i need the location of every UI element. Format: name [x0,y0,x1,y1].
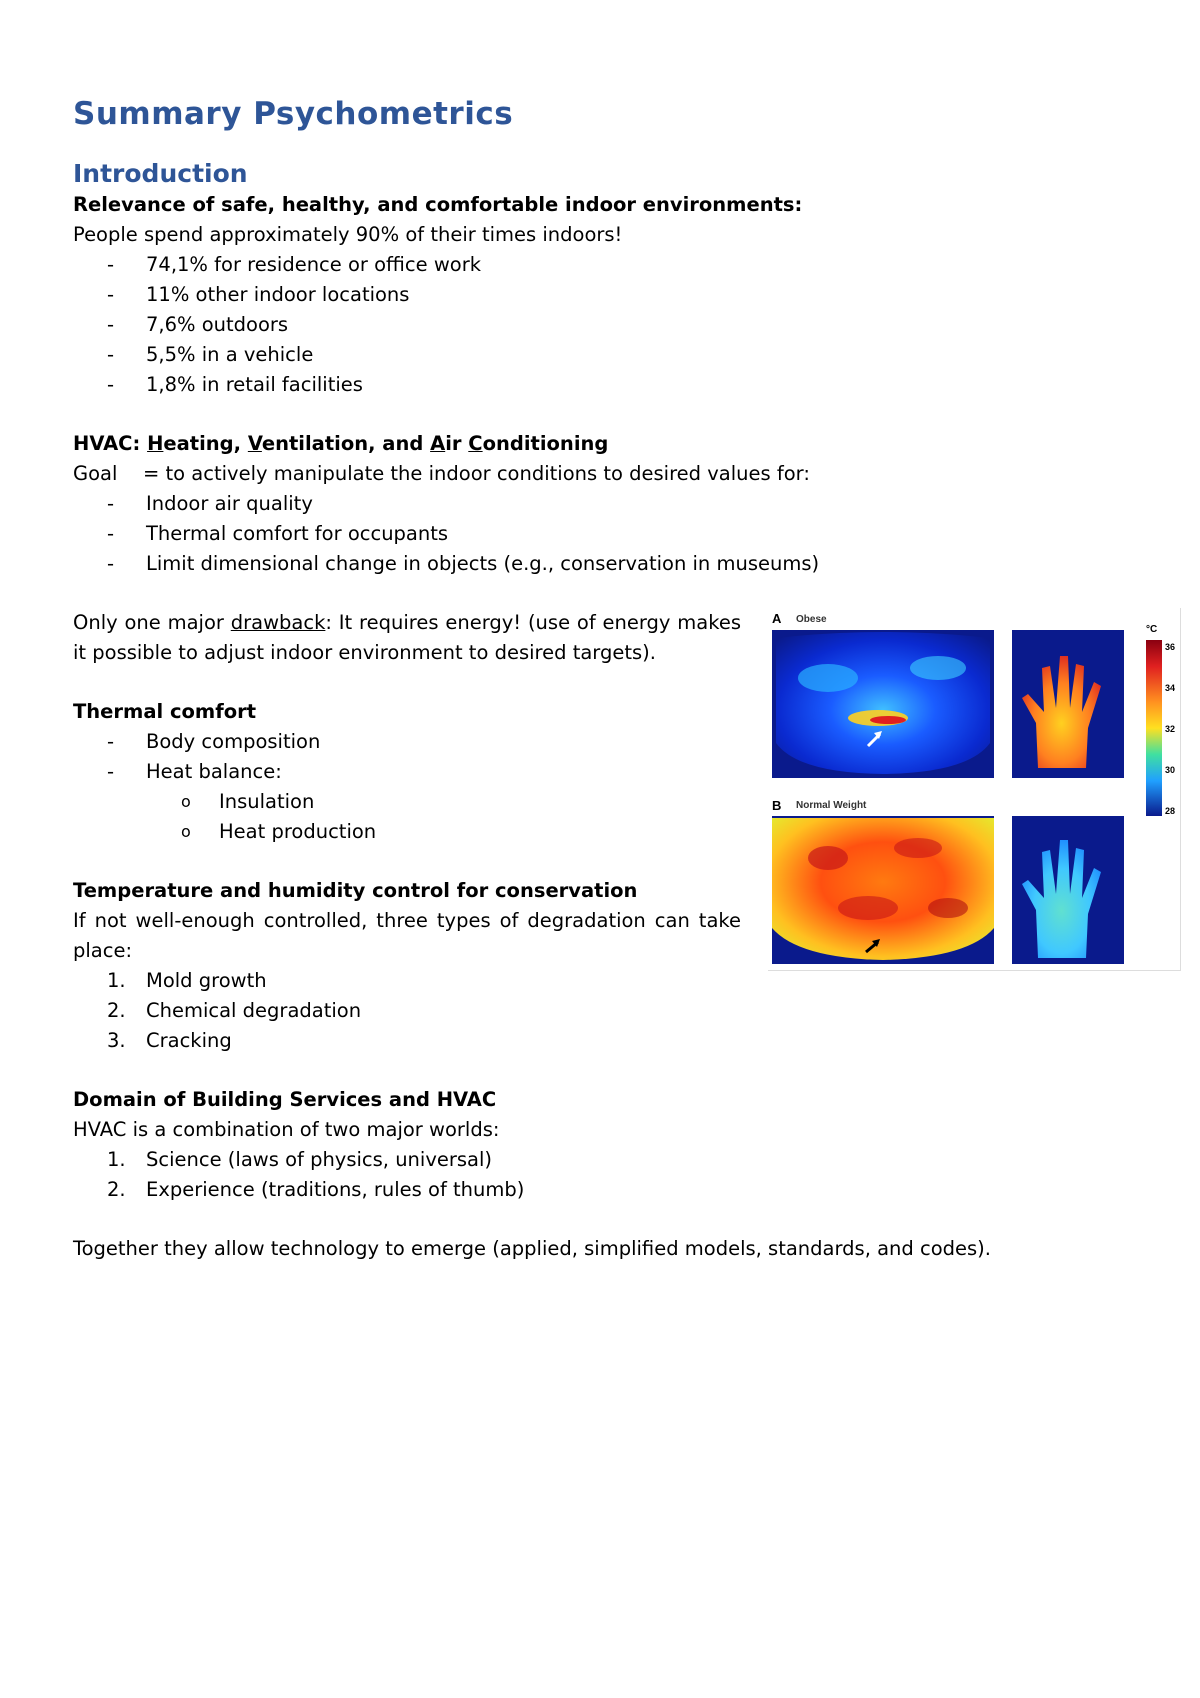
section-heading-introduction: Introduction [73,159,248,188]
conservation-heading: Temperature and humidity control for conservation [73,879,638,902]
domain-text: HVAC is a combination of two major worlds: [73,1118,500,1141]
list-item: - Limit dimensional change in objects (e.g., conservation in museums) [107,552,820,575]
list-item: o Heat production [181,820,377,843]
domain-heading: Domain of Building Services and HVAC [73,1088,497,1111]
panel-a-torso [776,632,990,774]
scale-tick-label: 30 [1165,765,1176,775]
list-item: 3. Cracking [107,1029,232,1052]
hvac-goal-list [73,489,1133,579]
list-item: - 1,8% in retail facilities [107,373,363,396]
relevance-heading: Relevance of safe, healthy, and comfortable indoor environments: [73,193,803,216]
panel-b-label: Normal Weight [796,800,867,811]
panel-b-letter: B [772,798,782,813]
list-item: 2. Experience (traditions, rules of thumb) [107,1178,525,1201]
conclusion-text: Together they allow technology to emerge (applied, simplified models, standards, and codes). [73,1237,991,1260]
scale-tick-label: 32 [1165,724,1176,734]
scale-unit-label: °C [1146,624,1158,635]
list-item: - Body composition [107,730,321,753]
list-item: - 11% other indoor locations [107,283,410,306]
list-item: - 74,1% for residence or office work [107,253,482,276]
scale-tick-label: 34 [1165,683,1176,693]
conservation-text: If not well-enough controlled, three types of degradation can take place: [73,909,741,962]
panel-a-label: Obese [796,614,827,625]
list-item: - Heat balance: [107,760,282,783]
worlds-list [73,1145,1133,1205]
hvac-goal [73,459,1133,489]
thermal-image-figure [768,608,1181,971]
list-item: - 5,5% in a vehicle [107,343,314,366]
drawback-paragraph: Only one major drawback: It requires energy! (use of energy makes it possible to adjust indoor environment to desired targets). [73,611,742,664]
document-title: Summary Psychometrics [73,96,514,132]
list-item: 2. Chemical degradation [107,999,362,1022]
list-item: - 7,6% outdoors [107,313,289,336]
scale-tick-label: 28 [1165,806,1176,816]
relevance-intro: People spend approximately 90% of their times indoors! [73,223,623,246]
hvac-heading: HVAC: Heating, Ventilation, and Air Conditioning [73,432,609,455]
list-item: 1. Mold growth [107,969,267,992]
degradation-list [73,966,1133,1056]
drawback-underlined: drawback [230,611,326,634]
goal-text: = to actively manipulate the indoor conditions to desired values for: [143,462,810,485]
goal-label: Goal [73,462,118,485]
list-item: o Insulation [181,790,315,813]
list-item: 1. Science (laws of physics, universal) [107,1148,493,1171]
thermal-image-svg [768,608,1180,970]
temperature-color-scale [1146,640,1162,816]
list-item: - Indoor air quality [107,492,313,515]
panel-a-letter: A [772,611,782,626]
thermal-comfort-heading: Thermal comfort [73,700,257,723]
list-item: - Thermal comfort for occupants [107,522,449,545]
relevance-list [73,250,1133,400]
scale-tick-label: 36 [1165,642,1176,652]
panel-b-torso [772,818,994,960]
